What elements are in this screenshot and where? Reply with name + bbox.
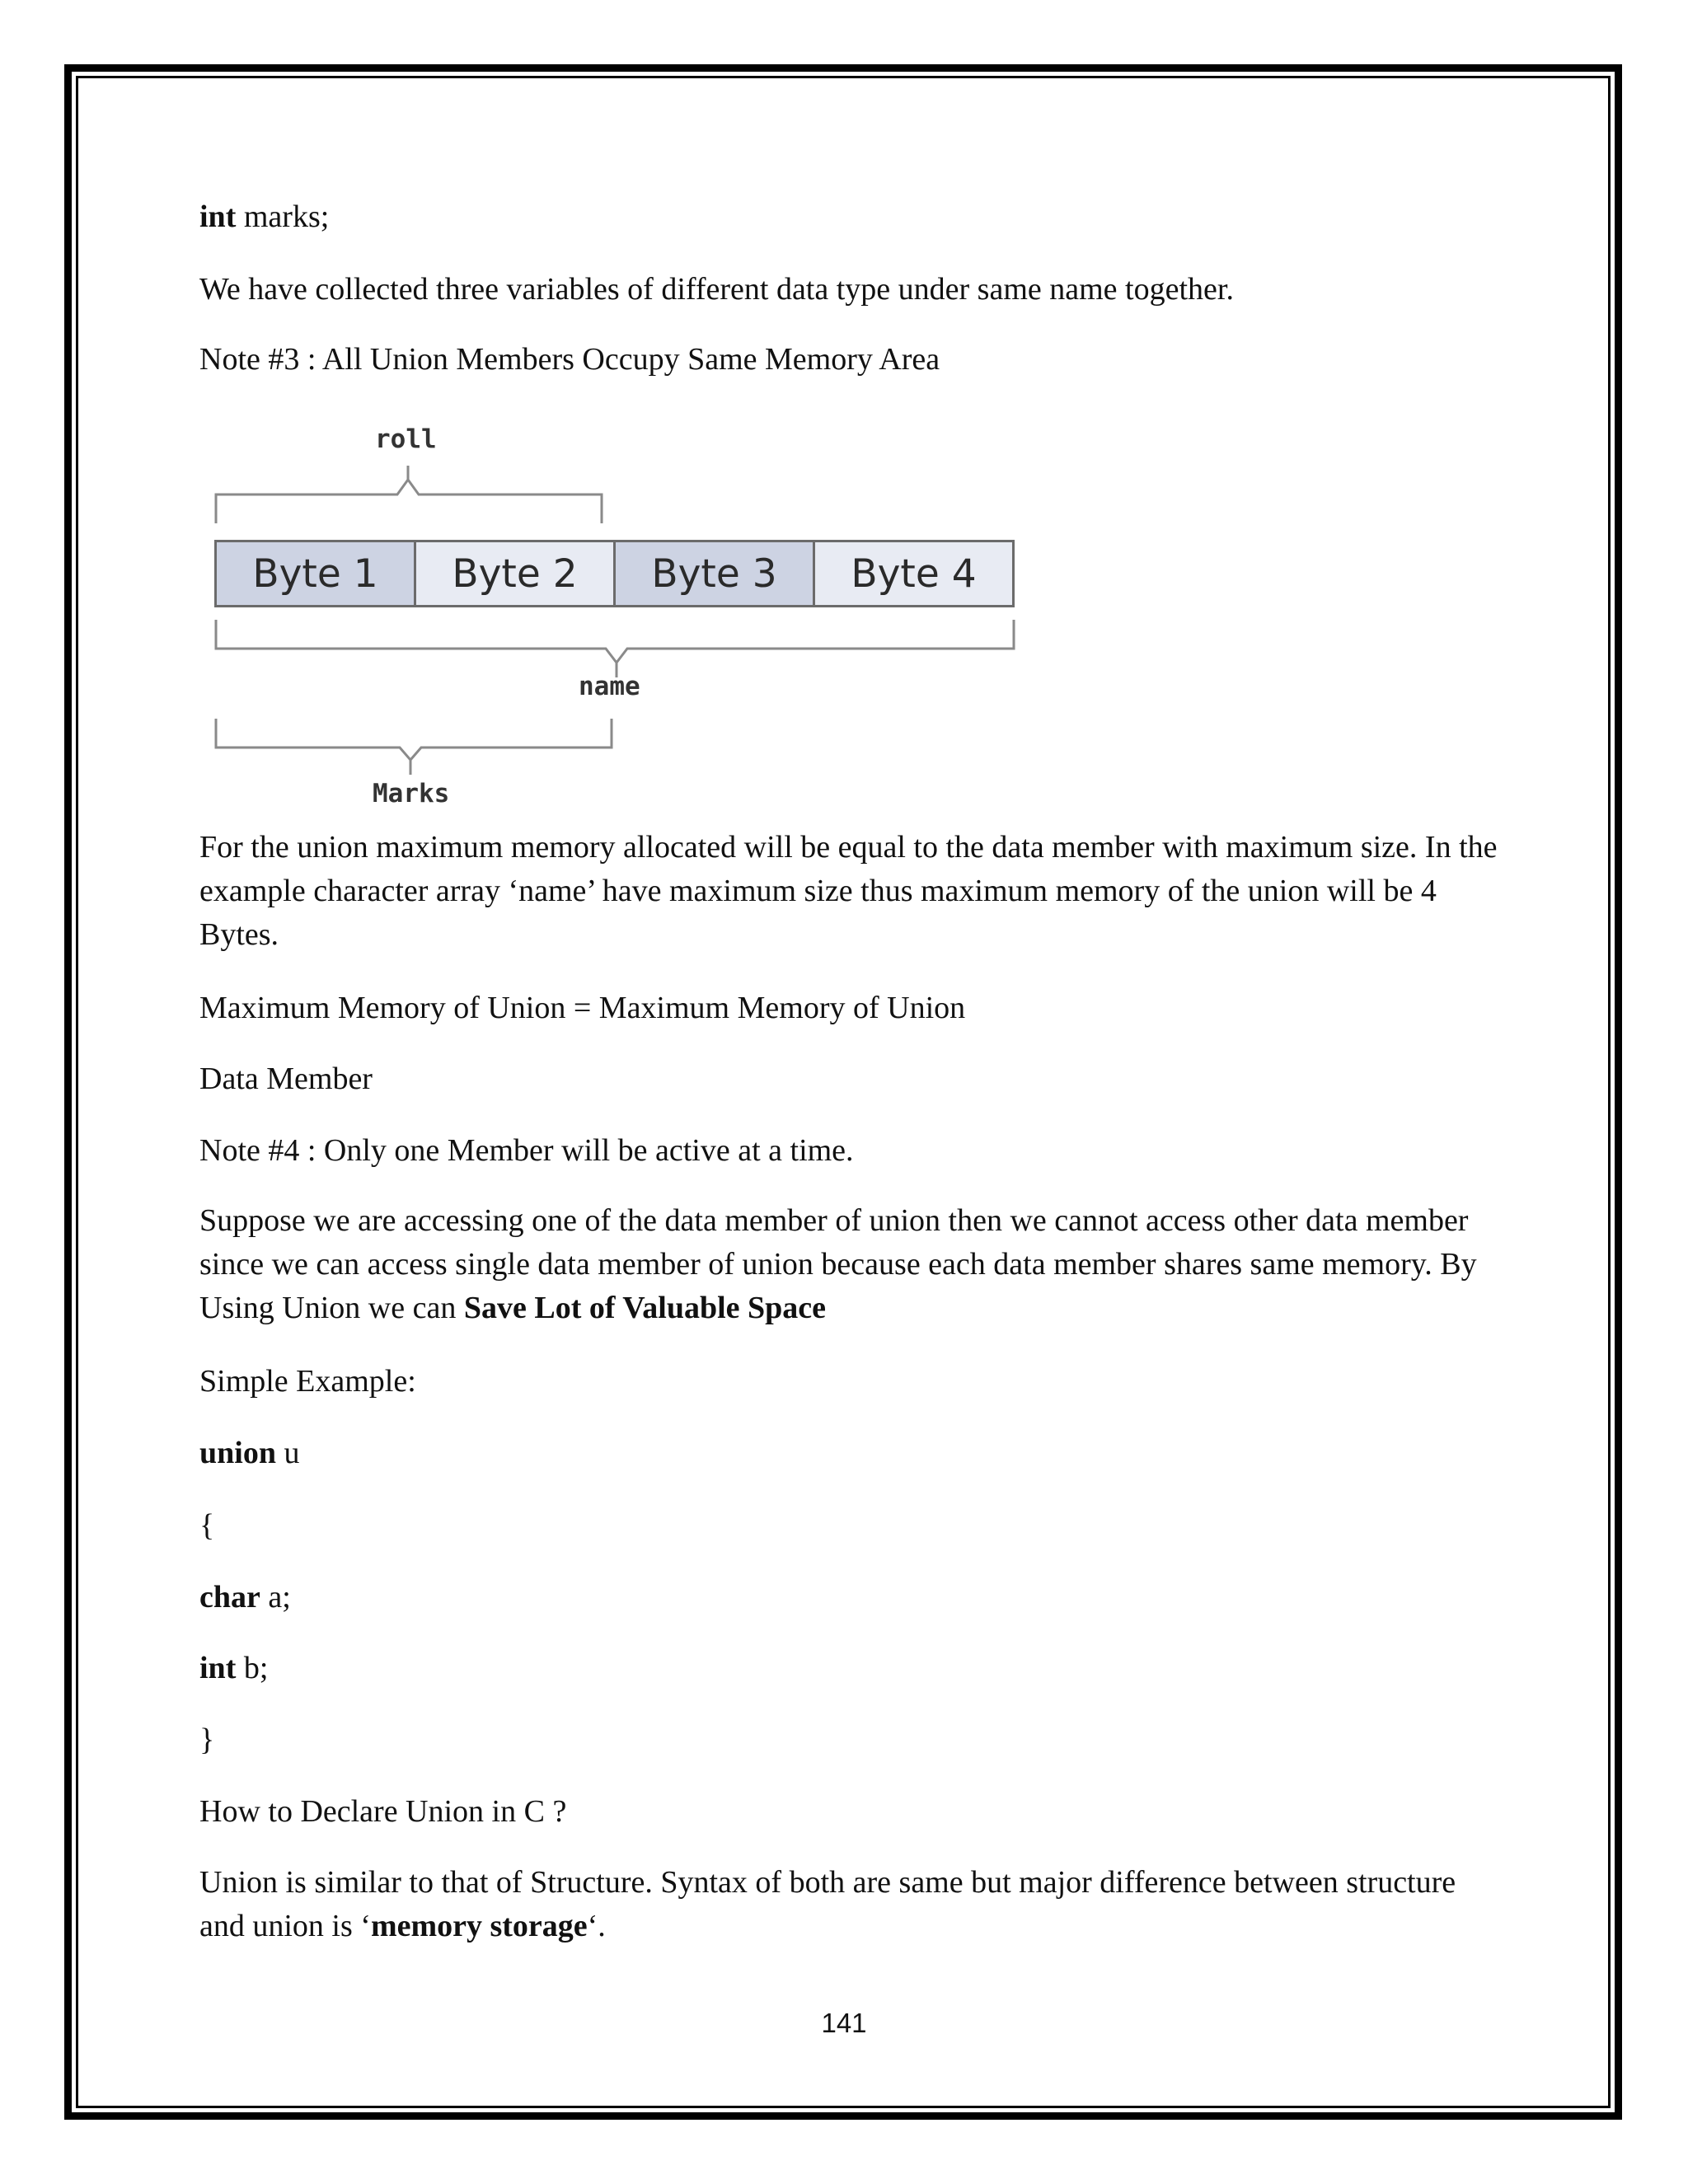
- union-similar-tail: ‘.: [587, 1909, 606, 1943]
- paragraph-union-similar: [199, 1861, 1502, 1948]
- label-name: name: [579, 672, 640, 701]
- braces-svg: [206, 412, 1030, 824]
- declare-union-heading: How to Declare Union in C ?: [199, 1794, 567, 1829]
- byte-label-1: Byte 1: [252, 551, 378, 597]
- paragraph-max-memory: For the union maximum memory allocated will be equal to the data member with maximum size. In the example character array ‘name’ have maximum size thus maximum memory of the union will be 4 Bytes.: [199, 830, 1498, 952]
- note-3: Note #3 : All Union Members Occupy Same Memory Area: [199, 342, 940, 377]
- union-memory-diagram: [206, 412, 1030, 824]
- code-rest: u: [275, 1436, 300, 1470]
- code-line-int-b: [199, 1647, 1502, 1690]
- byte-cell-2: [414, 540, 616, 607]
- note-4: Note #4 : Only one Member will be active at a time.: [199, 1133, 854, 1168]
- keyword-union: union: [199, 1436, 276, 1470]
- byte-cell-1: [214, 540, 416, 607]
- label-roll: roll: [375, 424, 437, 454]
- data-member-line: Data Member: [199, 1062, 373, 1096]
- union-similar-text: Union is similar to that of Structure. Syntax of both are same but major difference between structure and union is ‘: [199, 1865, 1456, 1943]
- byte-label-2: Byte 2: [452, 551, 578, 597]
- byte-cell-3: [613, 540, 815, 607]
- save-space-bold: Save Lot of Valuable Space: [463, 1291, 827, 1325]
- keyword-int: int: [199, 1651, 237, 1685]
- byte-label-3: Byte 3: [651, 551, 777, 597]
- memory-storage-bold: memory storage: [370, 1909, 588, 1943]
- code-line-union-u: [199, 1432, 1502, 1475]
- code-rest: b;: [236, 1651, 269, 1685]
- code-line-int-marks: [199, 195, 1502, 239]
- code-line-char-a: [199, 1576, 1502, 1619]
- formula-line: Maximum Memory of Union = Maximum Memory of Union: [199, 991, 966, 1025]
- code-rest: marks;: [236, 199, 330, 234]
- paragraph-collected: We have collected three variables of different data type under same name together.: [199, 272, 1234, 307]
- brace-name: [216, 620, 1014, 677]
- brace-roll: [216, 466, 602, 523]
- paragraph-suppose: [199, 1199, 1502, 1330]
- code-rest: a;: [260, 1580, 291, 1615]
- brace-marks: [216, 719, 612, 775]
- suppose-text: Suppose we are accessing one of the data member of union then we cannot access other data member since we can access single data member of union because each data member shares same memory. By Using Union we can: [199, 1203, 1477, 1325]
- keyword-int: int: [199, 199, 237, 234]
- byte-label-4: Byte 4: [851, 551, 977, 597]
- code-close-brace: }: [199, 1722, 215, 1757]
- label-marks: Marks: [373, 779, 450, 808]
- byte-cell-4: [813, 540, 1015, 607]
- simple-example-heading: Simple Example:: [199, 1364, 416, 1399]
- page-number: 141: [821, 2008, 867, 2038]
- keyword-char: char: [199, 1580, 260, 1615]
- code-open-brace: {: [199, 1508, 215, 1543]
